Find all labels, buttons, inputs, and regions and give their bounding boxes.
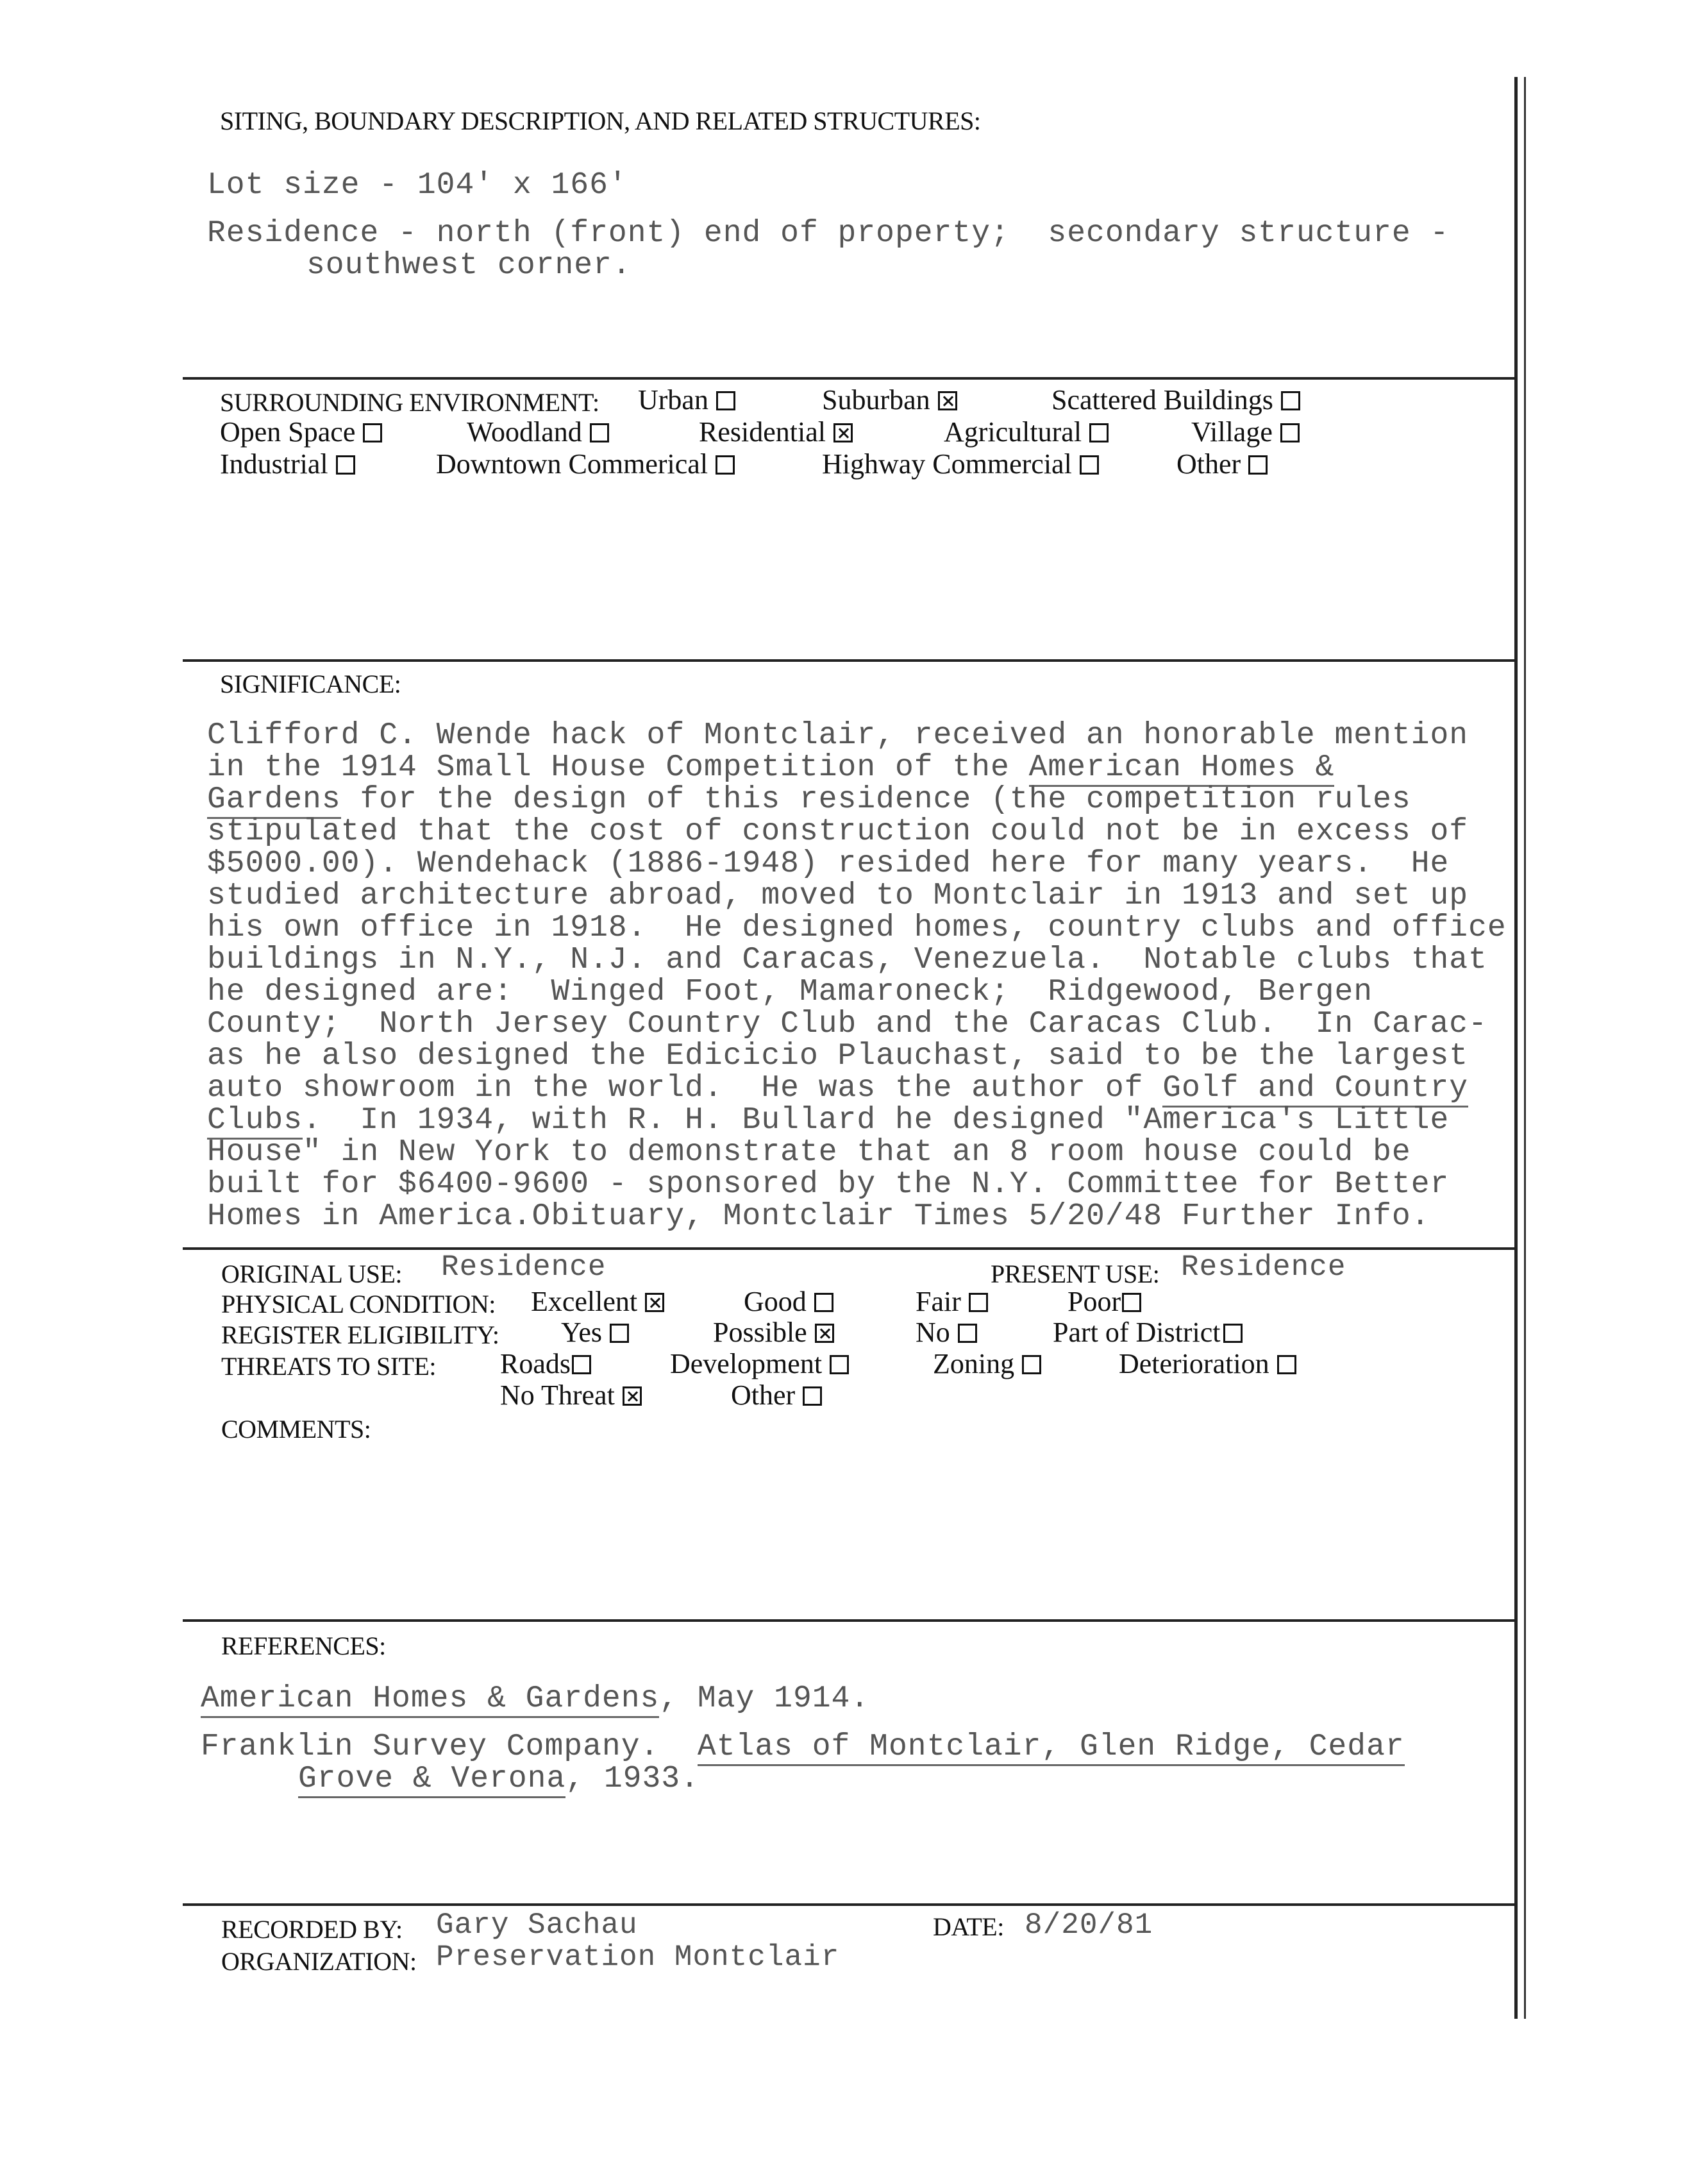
references-heading: REFERENCES: (221, 1631, 386, 1660)
env-downtown: Downtown Commerical (436, 448, 735, 480)
threat-other: Other (731, 1379, 822, 1411)
deterioration-checkbox[interactable] (1277, 1355, 1296, 1374)
recorded-by-value: Gary Sachau (436, 1908, 638, 1942)
threat-deterioration: Deterioration (1119, 1347, 1296, 1380)
roads-checkbox[interactable] (572, 1355, 591, 1374)
register-eligibility-label: REGISTER ELIGIBILITY: (221, 1320, 499, 1349)
agricultural-checkbox[interactable] (1089, 423, 1109, 442)
env-urban: Urban (638, 383, 735, 416)
elig-no: No (916, 1316, 977, 1349)
no-checkbox[interactable] (958, 1324, 977, 1343)
suburban-checkbox[interactable] (938, 391, 957, 410)
other-environment-checkbox[interactable] (1248, 455, 1268, 475)
original-use-label: ORIGINAL USE: (221, 1259, 402, 1288)
physical-condition-label: PHYSICAL CONDITION: (221, 1290, 496, 1318)
date-value: 8/20/81 (1025, 1908, 1153, 1942)
urban-checkbox[interactable] (716, 391, 735, 410)
residence-location-text: Residence - north (front) end of property; secondary structure - (207, 216, 1450, 251)
env-suburban: Suburban (822, 383, 957, 416)
present-use-value: Residence (1181, 1251, 1346, 1284)
reference-2-cont: Grove & Verona, 1933. (298, 1762, 699, 1796)
poor-checkbox[interactable] (1122, 1293, 1141, 1312)
section-divider (183, 659, 1518, 662)
right-border-rule (1514, 77, 1518, 2019)
book-title: Golf and Country (1162, 1071, 1468, 1108)
original-use-value: Residence (441, 1251, 607, 1284)
organization-value: Preservation Montclair (436, 1941, 840, 1974)
threat-no-threat: No Threat (500, 1379, 642, 1411)
yes-checkbox[interactable] (610, 1324, 629, 1343)
residence-location-text-cont: southwest corner. (306, 248, 632, 283)
cond-poor: Poor (1068, 1285, 1141, 1318)
woodland-checkbox[interactable] (590, 423, 609, 442)
industrial-checkbox[interactable] (336, 455, 355, 475)
section-divider (183, 1903, 1518, 1906)
zoning-checkbox[interactable] (1022, 1355, 1041, 1374)
other-threat-checkbox[interactable] (803, 1386, 822, 1406)
right-border-rule-inner (1524, 77, 1526, 2019)
open-space-checkbox[interactable] (363, 423, 382, 442)
section-divider (183, 1247, 1518, 1250)
reference-1: American Homes & Gardens, May 1914. (201, 1681, 869, 1716)
env-open-space: Open Space (220, 416, 382, 448)
organization-label: ORGANIZATION: (221, 1947, 417, 1976)
cond-good: Good (744, 1285, 833, 1318)
no-threat-checkbox[interactable] (623, 1386, 642, 1406)
lot-size-text: Lot size - 104' x 166' (207, 168, 628, 203)
elig-district: Part of District (1053, 1316, 1243, 1349)
fair-checkbox[interactable] (969, 1293, 988, 1312)
village-checkbox[interactable] (1280, 423, 1300, 442)
date-label: DATE: (933, 1912, 1004, 1941)
downtown-commercial-checkbox[interactable] (716, 455, 735, 475)
siting-heading: SITING, BOUNDARY DESCRIPTION, AND RELATED STRUCTURES: (220, 106, 981, 135)
threat-zoning: Zoning (933, 1347, 1041, 1380)
threat-development: Development (670, 1347, 849, 1380)
book-title-cont: Clubs (207, 1103, 303, 1140)
threats-label: THREATS TO SITE: (221, 1352, 436, 1381)
residential-checkbox[interactable] (833, 423, 853, 442)
survey-form-page: SITING, BOUNDARY DESCRIPTION, AND RELATED STRUCTURES: Lot size - 104' x 166' Residence - north (front) end of property; secondary structure - southwest corner. SURROUNDING ENVIRONMENT: Urban Suburban Scattered Buildings Open Space Woodland Residential Agricultural Village Industrial Downtown Commerical Highway Commercial Other SIGNIFICANCE: Clifford C. Wende hack of Montclair, received an honorable mention in the 1914 Small House Competition of the American Homes & Gardens for the design of this residence (the competition rules stipulated that the cost of construction could not be in excess of $5000.00). Wendehack (1886-1948) resided here for many years. He studied architecture abroad, moved to Montclair in 1913 and set up his own office in 1918. He designed homes, country clubs and office buildings in N.Y., N.J. and Caracas, Venezuela. Notable clubs that he designed are: Winged Foot, Mamaroneck; Ridgewood, Bergen County; North Jersey Country Club and the Caracas Club. In Carac- as he also designed the Edicicio Plauchast, said to be the largest auto showroom in the world. He was the author of Golf and Country Clubs. In 1934, with R. H. Bullard he designed "America's Little House" in New York to demonstrate that an 8 room house could be built for $6400-9600 - sponsored by the N.Y. Committee for Better Homes in America.Obituary, Montclair Times 5/20/48 Further Info. ORIGINAL USE: Residence PRESENT USE: Residence PHYSICAL CONDITION: Excellent Good Fair Poor REGISTER ELIGIBILITY: Yes Possible No Part of District THREATS TO SITE: Roads Development Zoning Deterioration No Threat Other COMMENTS: REFERENCES: American Homes & Gardens, May 1914. Franklin Survey Company. Atlas of Montclair, Glen Ridge, Cedar Grove & Verona, 1933. RECORDED BY: Gary Sachau DATE: 8/20/81 ORGANIZATION: Preservation Montclair (0, 0, 1708, 2165)
present-use-label: PRESENT USE: (991, 1259, 1160, 1288)
env-woodland: Woodland (467, 416, 609, 448)
cond-fair: Fair (916, 1285, 988, 1318)
recorded-by-label: RECORDED BY: (221, 1915, 403, 1944)
part-of-district-checkbox[interactable] (1223, 1324, 1243, 1343)
env-residential: Residential (699, 416, 853, 448)
book-title-cont: Gardens (207, 782, 341, 819)
env-industrial: Industrial (220, 448, 355, 480)
environment-heading: SURROUNDING ENVIRONMENT: (220, 388, 599, 417)
elig-yes: Yes (561, 1316, 629, 1349)
env-agricultural: Agricultural (944, 416, 1109, 448)
env-other: Other (1176, 448, 1268, 480)
section-divider (183, 1619, 1518, 1622)
excellent-checkbox[interactable] (645, 1293, 664, 1312)
possible-checkbox[interactable] (815, 1324, 834, 1343)
elig-possible: Possible (713, 1316, 834, 1349)
cond-excellent: Excellent (531, 1285, 664, 1318)
development-checkbox[interactable] (830, 1355, 849, 1374)
section-divider (183, 377, 1518, 380)
scattered-buildings-checkbox[interactable] (1281, 391, 1300, 410)
threat-roads: Roads (500, 1347, 591, 1380)
book-title: American Homes & (1029, 750, 1335, 787)
env-scattered: Scattered Buildings (1051, 383, 1300, 416)
highway-commercial-checkbox[interactable] (1080, 455, 1099, 475)
env-highway: Highway Commercial (822, 448, 1099, 480)
good-checkbox[interactable] (814, 1293, 833, 1312)
significance-heading: SIGNIFICANCE: (220, 670, 401, 698)
reference-2: Franklin Survey Company. Atlas of Montclair, Glen Ridge, Cedar (201, 1730, 1405, 1764)
comments-heading: COMMENTS: (221, 1415, 371, 1444)
env-village: Village (1191, 416, 1300, 448)
